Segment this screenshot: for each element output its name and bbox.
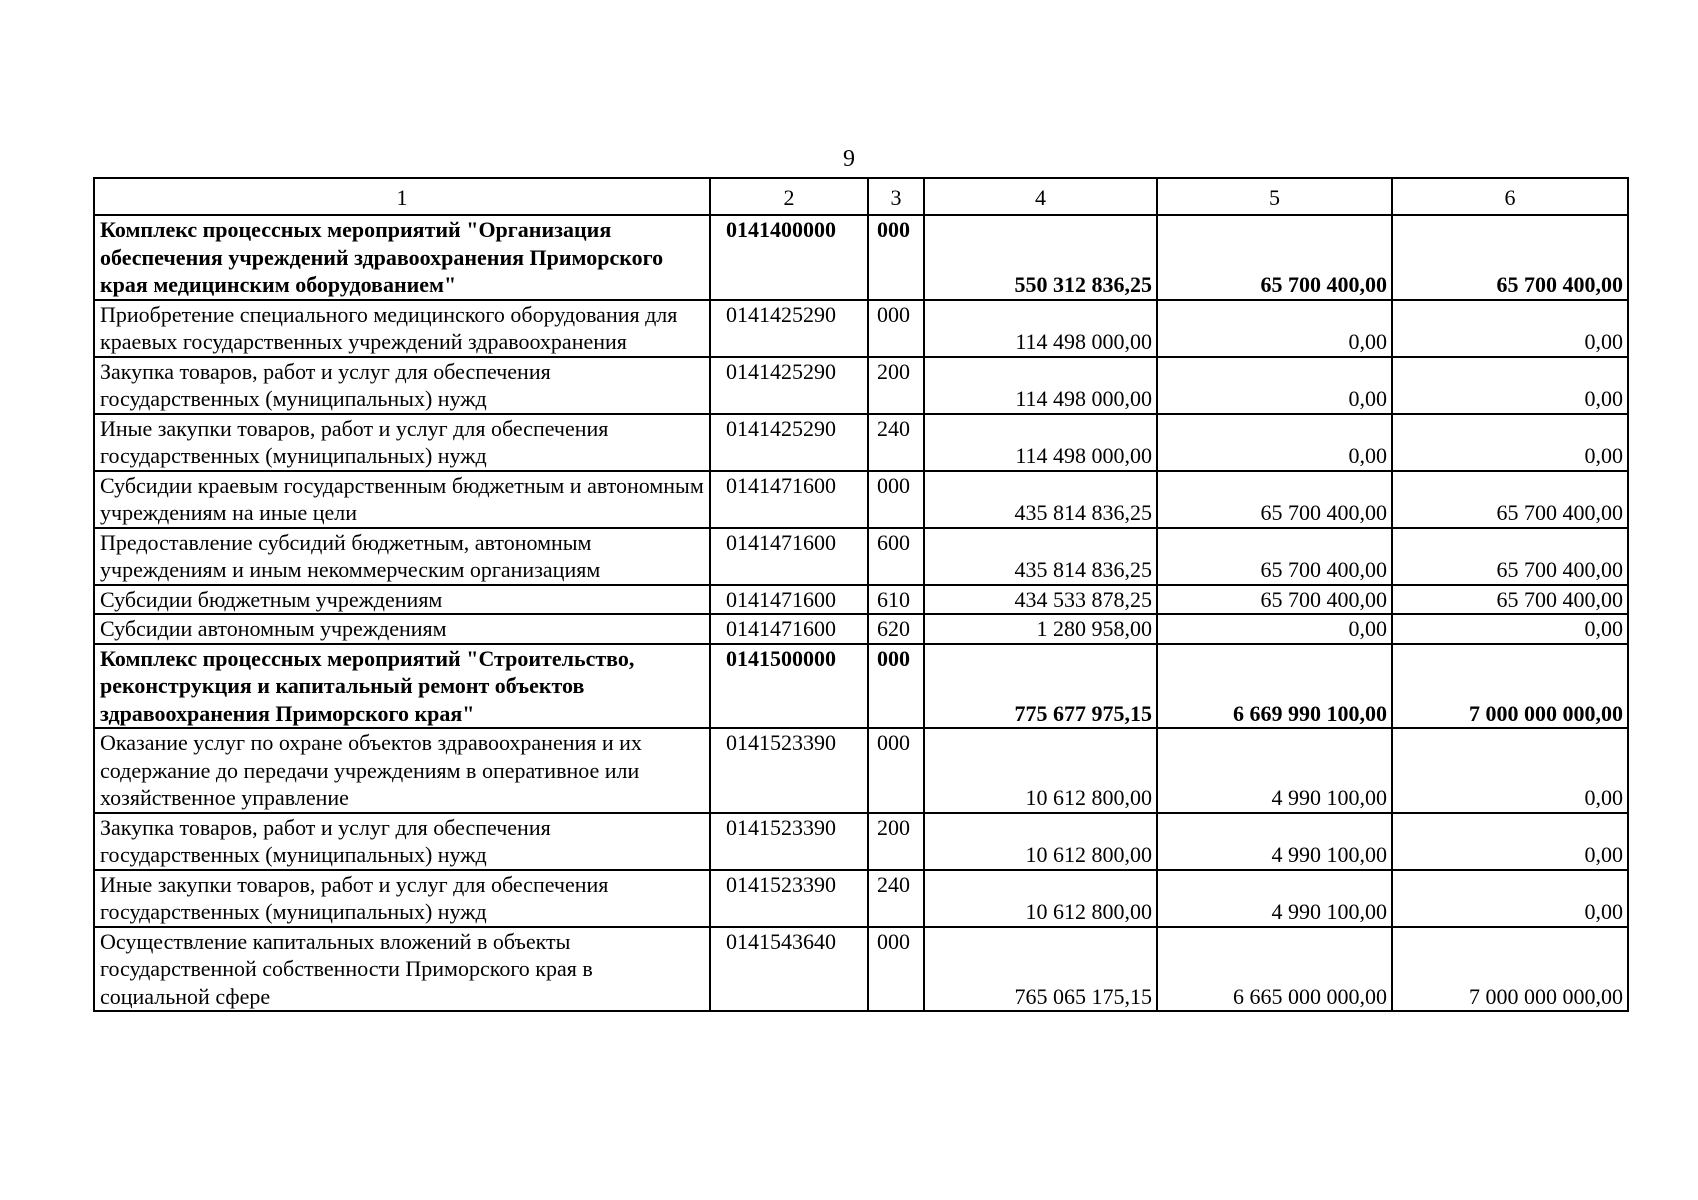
row-expense-type: 000 xyxy=(868,300,924,357)
row-amount-col4: 114 498 000,00 xyxy=(924,357,1157,414)
row-name: Осуществление капитальных вложений в объекты государственной собственности Приморского края в социальной сфере xyxy=(94,927,710,1012)
row-amount-col6: 65 700 400,00 xyxy=(1392,528,1628,585)
row-amount-col4: 434 533 878,25 xyxy=(924,585,1157,615)
table-row xyxy=(94,300,1628,357)
table-row xyxy=(94,927,1628,1012)
row-amount-col4: 765 065 175,15 xyxy=(924,927,1157,1012)
table-row xyxy=(94,870,1628,927)
row-amount-col6: 0,00 xyxy=(1392,357,1628,414)
row-amount-col6: 0,00 xyxy=(1392,728,1628,813)
row-amount-col5: 4 990 100,00 xyxy=(1157,728,1392,813)
column-number: 1 xyxy=(94,178,710,215)
row-amount-col4: 10 612 800,00 xyxy=(924,728,1157,813)
row-code: 0141471600 xyxy=(710,585,868,615)
table-row xyxy=(94,813,1628,870)
table-row xyxy=(94,414,1628,471)
row-amount-col6: 7 000 000 000,00 xyxy=(1392,644,1628,729)
row-amount-col5: 65 700 400,00 xyxy=(1157,528,1392,585)
row-code: 0141523390 xyxy=(710,728,868,813)
row-amount-col5: 0,00 xyxy=(1157,614,1392,644)
row-amount-col5: 65 700 400,00 xyxy=(1157,471,1392,528)
row-amount-col6: 65 700 400,00 xyxy=(1392,471,1628,528)
row-amount-col4: 435 814 836,25 xyxy=(924,471,1157,528)
budget-table xyxy=(93,177,1629,1012)
row-code: 0141471600 xyxy=(710,471,868,528)
row-expense-type: 000 xyxy=(868,215,924,300)
row-amount-col5: 0,00 xyxy=(1157,414,1392,471)
row-expense-type: 200 xyxy=(868,813,924,870)
row-amount-col5: 4 990 100,00 xyxy=(1157,870,1392,927)
row-expense-type: 000 xyxy=(868,927,924,1012)
row-name: Комплекс процессных мероприятий "Строительство, реконструкция и капитальный ремонт объектов здравоохранения Приморского края" xyxy=(94,644,710,729)
table-row xyxy=(94,357,1628,414)
row-amount-col5: 6 665 000 000,00 xyxy=(1157,927,1392,1012)
row-name: Субсидии бюджетным учреждениям xyxy=(94,585,710,615)
row-amount-col6: 7 000 000 000,00 xyxy=(1392,927,1628,1012)
row-amount-col4: 550 312 836,25 xyxy=(924,215,1157,300)
row-code: 0141543640 xyxy=(710,927,868,1012)
row-amount-col4: 1 280 958,00 xyxy=(924,614,1157,644)
row-name: Приобретение специального медицинского оборудования для краевых государственных учреждений здравоохранения xyxy=(94,300,710,357)
row-code: 0141500000 xyxy=(710,644,868,729)
row-name: Комплекс процессных мероприятий "Организация обеспечения учреждений здравоохранения Приморского края медицинским оборудованием" xyxy=(94,215,710,300)
row-amount-col5: 65 700 400,00 xyxy=(1157,215,1392,300)
row-code: 0141425290 xyxy=(710,414,868,471)
row-amount-col5: 4 990 100,00 xyxy=(1157,813,1392,870)
row-code: 0141523390 xyxy=(710,813,868,870)
row-name: Субсидии краевым государственным бюджетным и автономным учреждениям на иные цели xyxy=(94,471,710,528)
column-number: 4 xyxy=(924,178,1157,215)
row-amount-col4: 435 814 836,25 xyxy=(924,528,1157,585)
row-code: 0141523390 xyxy=(710,870,868,927)
row-name: Закупка товаров, работ и услуг для обеспечения государственных (муниципальных) нужд xyxy=(94,357,710,414)
row-name: Иные закупки товаров, работ и услуг для обеспечения государственных (муниципальных) нужд xyxy=(94,870,710,927)
row-amount-col6: 65 700 400,00 xyxy=(1392,585,1628,615)
column-number: 2 xyxy=(710,178,868,215)
row-name: Закупка товаров, работ и услуг для обеспечения государственных (муниципальных) нужд xyxy=(94,813,710,870)
column-number: 6 xyxy=(1392,178,1628,215)
column-number-row xyxy=(94,178,1628,215)
table-row xyxy=(94,728,1628,813)
table-row xyxy=(94,585,1628,615)
row-name: Оказание услуг по охране объектов здравоохранения и их содержание до передачи учреждениям в оперативное или хозяйственное управление xyxy=(94,728,710,813)
row-amount-col6: 0,00 xyxy=(1392,614,1628,644)
row-code: 0141471600 xyxy=(710,528,868,585)
row-code: 0141425290 xyxy=(710,357,868,414)
row-name: Предоставление субсидий бюджетным, автономным учреждениям и иным некоммерческим организациям xyxy=(94,528,710,585)
row-amount-col5: 0,00 xyxy=(1157,357,1392,414)
page-number: 9 xyxy=(843,146,855,172)
row-expense-type: 200 xyxy=(868,357,924,414)
row-expense-type: 000 xyxy=(868,644,924,729)
row-expense-type: 620 xyxy=(868,614,924,644)
table-row xyxy=(94,471,1628,528)
row-expense-type: 000 xyxy=(868,728,924,813)
table-row xyxy=(94,528,1628,585)
budget-table-body xyxy=(94,178,1628,1011)
row-expense-type: 000 xyxy=(868,471,924,528)
row-amount-col5: 6 669 990 100,00 xyxy=(1157,644,1392,729)
row-amount-col4: 114 498 000,00 xyxy=(924,300,1157,357)
row-amount-col5: 0,00 xyxy=(1157,300,1392,357)
row-amount-col4: 775 677 975,15 xyxy=(924,644,1157,729)
column-number: 5 xyxy=(1157,178,1392,215)
row-code: 0141425290 xyxy=(710,300,868,357)
row-amount-col4: 10 612 800,00 xyxy=(924,870,1157,927)
row-amount-col6: 0,00 xyxy=(1392,870,1628,927)
row-amount-col5: 65 700 400,00 xyxy=(1157,585,1392,615)
row-amount-col6: 0,00 xyxy=(1392,813,1628,870)
row-amount-col6: 65 700 400,00 xyxy=(1392,215,1628,300)
table-row-section xyxy=(94,644,1628,729)
table-row xyxy=(94,614,1628,644)
row-amount-col6: 0,00 xyxy=(1392,300,1628,357)
row-amount-col6: 0,00 xyxy=(1392,414,1628,471)
column-number: 3 xyxy=(868,178,924,215)
row-expense-type: 240 xyxy=(868,870,924,927)
row-amount-col4: 114 498 000,00 xyxy=(924,414,1157,471)
row-expense-type: 610 xyxy=(868,585,924,615)
row-name: Субсидии автономным учреждениям xyxy=(94,614,710,644)
row-code: 0141471600 xyxy=(710,614,868,644)
row-code: 0141400000 xyxy=(710,215,868,300)
row-name: Иные закупки товаров, работ и услуг для обеспечения государственных (муниципальных) нужд xyxy=(94,414,710,471)
table-row-section xyxy=(94,215,1628,300)
row-amount-col4: 10 612 800,00 xyxy=(924,813,1157,870)
row-expense-type: 240 xyxy=(868,414,924,471)
row-expense-type: 600 xyxy=(868,528,924,585)
